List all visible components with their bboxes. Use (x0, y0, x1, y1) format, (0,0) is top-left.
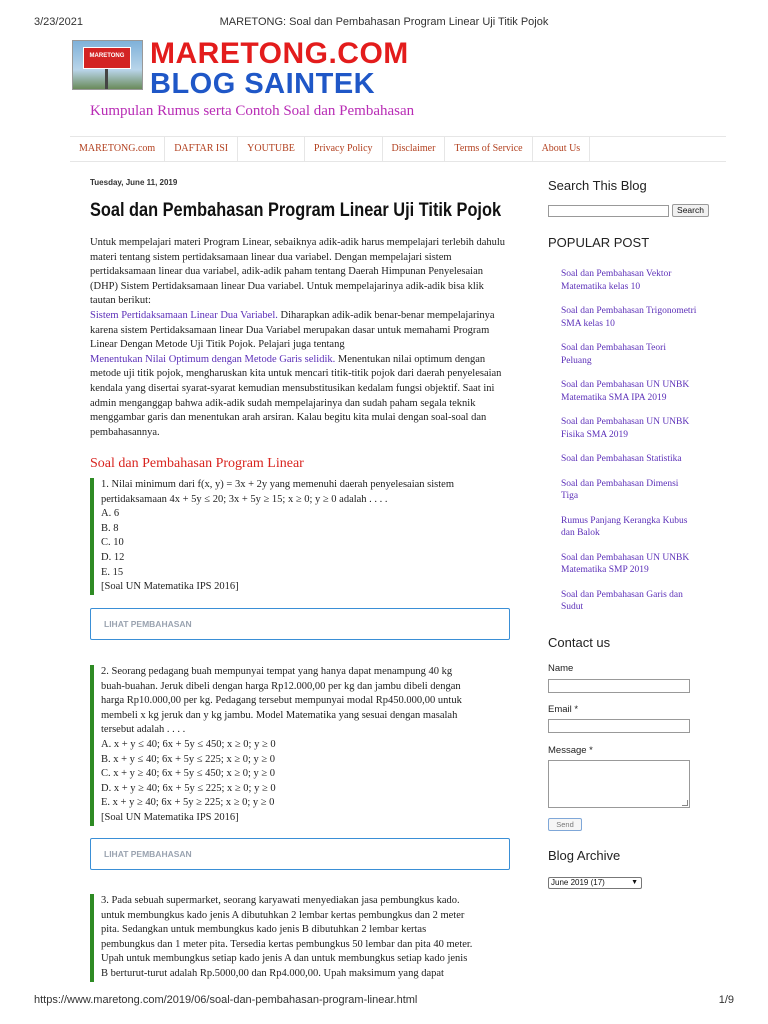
answer-option: C. 10 (101, 537, 124, 549)
search-heading: Search This Blog (548, 178, 647, 193)
answer-option: B. x + y ≤ 40; 6x + 5y ≤ 225; x ≥ 0; y ≥ 0 (101, 753, 276, 765)
popular-post-link[interactable]: Soal dan Pembahasan Teori Peluang (561, 343, 666, 366)
billboard-pole (105, 69, 108, 90)
link-sistem-pertidaksamaan[interactable]: Sistem Pertidaksamaan Linear Dua Variabel. (90, 309, 278, 321)
answer-option: A. 6 (101, 508, 120, 520)
answer-option: E. x + y ≥ 40; 6x + 5y ≥ 225; x ≥ 0; y ≥ 0 (101, 797, 275, 809)
message-field[interactable] (548, 760, 690, 808)
email-label: Email * (548, 704, 579, 715)
intro-text: Diharapkan adik-adik benar-benar mempelajarinya karena sistem Pertidaksamaan linear Dua Variabel merupakan dasar untuk memahami Program Linear Dengan Metode Uji Titik Pojok. Pelajari juga tentang (90, 309, 495, 351)
answer-option: D. 12 (101, 551, 125, 563)
site-title[interactable]: MARETONG.COM (150, 37, 409, 70)
question-2 (90, 665, 510, 826)
link-garis-selidik[interactable]: Menentukan Nilai Optimum dengan Metode Garis selidik. (90, 353, 336, 365)
search-button[interactable]: Search (672, 204, 709, 217)
question-3 (90, 894, 510, 982)
logo-text: MARETONG (89, 53, 125, 59)
archive-selected-value: June 2019 (17) (551, 878, 605, 887)
question-line: buah-buahan. Jeruk dibeli dengan harga Rp12.000,00 per kg dan jambu dibeli dengan (101, 680, 461, 692)
top-navigation (70, 136, 726, 162)
message-label: Message * (548, 745, 593, 756)
question-line: 1. Nilai minimum dari f(x, y) = 3x + 2y yang memenuhi daerah penyelesaian sistem (101, 479, 455, 490)
answer-option: E. 15 (101, 566, 124, 578)
blog-archive-heading: Blog Archive (548, 848, 621, 863)
answer-option: C. x + y ≥ 40; 6x + 5y ≤ 450; x ≥ 0; y ≥ 0 (101, 768, 276, 780)
post-title: Soal dan Pembahasan Program Linear Uji Titik Pojok (90, 200, 502, 221)
name-label: Name (548, 663, 574, 674)
archive-select[interactable] (548, 877, 642, 889)
question-line: pembungkus dan 1 meter pita. Tersedia kertas pembungkus 50 lembar dan pita 40 meter. (101, 938, 473, 950)
site-subtitle: BLOG SAINTEK (150, 68, 376, 100)
site-logo-image[interactable] (72, 40, 143, 90)
popular-post-link[interactable]: Soal dan Pembahasan Vektor Matematika kelas 10 (561, 269, 672, 292)
question-line: 2. Seorang pedagang buah mempunyai tempat yang hanya dapat menampung 40 kg (101, 666, 453, 677)
lihat-pembahasan-button-2[interactable]: LIHAT PEMBAHASAN (90, 838, 510, 870)
lihat-pembahasan-button-1[interactable]: LIHAT PEMBAHASAN (90, 608, 510, 640)
email-field[interactable] (548, 719, 690, 733)
question-line: pertidaksamaan 4x + 5y ≤ 20; 3x + 5y ≥ 15; x ≥ 0; y ≥ 0 adalah . . . . (101, 493, 388, 505)
popular-post-link[interactable]: Soal dan Pembahasan UN UNBK Matematika SMP 2019 (561, 552, 690, 575)
print-url: https://www.maretong.com/2019/06/soal-dan-pembahasan-program-linear.html (34, 994, 418, 1006)
question-source: [Soal UN Matematika IPS 2016] (101, 581, 239, 593)
nav-item-about-us[interactable]: About Us (533, 137, 591, 161)
name-field[interactable] (548, 679, 690, 693)
resize-grip-icon[interactable] (682, 800, 688, 806)
popular-post-link[interactable]: Soal dan Pembahasan Statistika (561, 454, 682, 464)
popular-post-heading: POPULAR POST (548, 235, 650, 250)
site-tagline: Kumpulan Rumus serta Contoh Soal dan Pembahasan (90, 103, 415, 119)
section-heading: Soal dan Pembahasan Program Linear (90, 456, 304, 471)
post-date: Tuesday, June 11, 2019 (90, 178, 178, 187)
answer-option: D. x + y ≥ 40; 6x + 5y ≤ 225; x ≥ 0; y ≥ 0 (101, 782, 276, 794)
question-line: B berturut-turut adalah Rp.5000,00 dan Rp4.000,00. Upah maksimum yang dapat (101, 967, 444, 979)
nav-item-privacy-policy[interactable]: Privacy Policy (305, 137, 383, 161)
question-source: [Soal UN Matematika IPS 2016] (101, 811, 239, 823)
popular-post-link[interactable]: Soal dan Pembahasan Trigonometri SMA kelas 10 (561, 306, 697, 329)
question-line: tersebut adalah . . . . (101, 724, 186, 736)
send-button[interactable]: Send (548, 818, 582, 831)
nav-item-daftar-isi[interactable]: DAFTAR ISI (165, 137, 238, 161)
answer-option: B. 8 (101, 522, 119, 534)
chevron-down-icon: ▼ (631, 879, 638, 886)
popular-post-link[interactable]: Rumus Panjang Kerangka Kubus dan Balok (561, 515, 688, 538)
intro-paragraph: Untuk mempelajari materi Program Linear, sebaiknya adik-adik harus mempelajari terlebih dahulu materi tentang sistem pertidaksamaan linear dua variabel. Dengan mempelajari sistem pertidaksamaan linear dua variabel, adik-adik paham tentang Daerah Himpunan Penyelesaian (DHP) Sistem Pertidaksamaan linear Dua variabel. Untuk mempelajarinya adik-adik bisa klik tautan berikut: (90, 237, 506, 307)
nav-item-disclaimer[interactable]: Disclaimer (383, 137, 446, 161)
popular-post-link[interactable]: Soal dan Pembahasan UN UNBK Fisika SMA 2019 (561, 417, 690, 440)
post-intro (90, 236, 510, 440)
nav-item-youtube[interactable]: YOUTUBE (238, 137, 305, 161)
intro-text: Menentukan nilai optimum dengan metode uji titik pojok, mengharuskan kita untuk mencari titik-titik pojok dari daerah penyelesaian kendala yang disertai syarat-syarat kemudian mensubstitusikan kedalam fungsi objektif. Saat ini admin menganggap bahwa adik-adik sudah mempelajarinya dan sudah paham segala teknik menggambar garis dan menentukan arah arsiran. Kalau begitu kita mulai dengan soal-soal dan pembahasannya. (90, 353, 502, 438)
question-1 (90, 478, 510, 595)
popular-post-link[interactable]: Soal dan Pembahasan Garis dan Sudut (561, 589, 683, 612)
print-page-number: 1/9 (718, 994, 734, 1006)
contact-heading: Contact us (548, 635, 611, 650)
popular-post-link[interactable]: Soal dan Pembahasan Dimensi Tiga (561, 478, 679, 501)
nav-item-terms-of-service[interactable]: Terms of Service (445, 137, 532, 161)
question-line: untuk membungkus kado jenis A dibutuhkan 2 lembar kertas pembungkus dan 2 meter (101, 909, 465, 921)
nav-item-maretong[interactable]: MARETONG.com (70, 137, 165, 161)
search-input[interactable] (548, 205, 669, 217)
question-line: pita. Sedangkan untuk membungkus kado jenis B dibutuhkan 2 lembar kertas (101, 924, 427, 936)
print-title: MARETONG: Soal dan Pembahasan Program Linear Uji Titik Pojok (219, 16, 549, 28)
question-line: Upah untuk membungkus setiap kado jenis A dan untuk membungkus setiap kado jenis (101, 953, 468, 965)
print-footer (0, 994, 768, 1008)
print-header (0, 16, 768, 30)
print-date: 3/23/2021 (34, 16, 83, 28)
question-line: 3. Pada sebuah supermarket, seorang karyawati menyediakan jasa pembungkus kado. (101, 895, 460, 906)
popular-post-list (561, 268, 711, 614)
question-line: harga Rp10.000,00 per kg. Pedagang tersebut mempunyai modal Rp450.000,00 untuk (101, 695, 462, 707)
question-line: membeli x kg jeruk dan y kg jambu. Model Matematika yang sesuai dengan masalah (101, 709, 458, 721)
popular-post-link[interactable]: Soal dan Pembahasan UN UNBK Matematika SMA IPA 2019 (561, 380, 690, 403)
answer-option: A. x + y ≤ 40; 6x + 5y ≤ 450; x ≥ 0; y ≥ 0 (101, 738, 276, 750)
